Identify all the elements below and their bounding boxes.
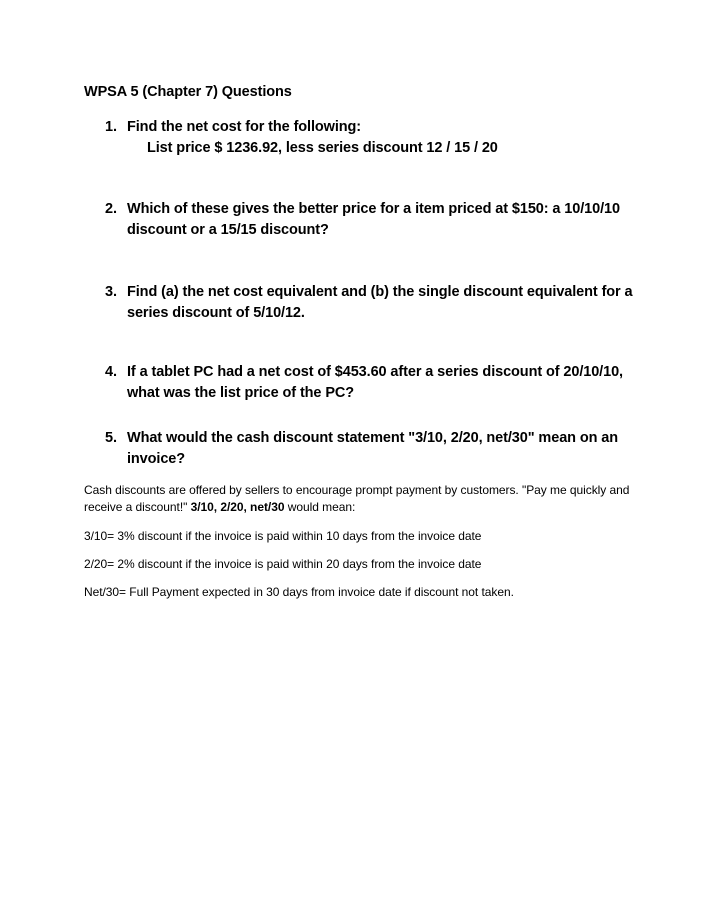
- explanation-line-1: 3/10= 3% discount if the invoice is paid within 10 days from the invoice date: [84, 529, 482, 543]
- question-number: 2.: [105, 201, 117, 217]
- explanation-line-3: Net/30= Full Payment expected in 30 days from invoice date if discount not taken.: [84, 585, 514, 599]
- question-number: 3.: [105, 284, 117, 300]
- question-text: Which of these gives the better price for a item priced at $150: a 10/10/10 discount or a 15/15 discount?: [127, 201, 620, 238]
- question-text: What would the cash discount statement "3/10, 2/20, net/30" mean on an invoice?: [127, 430, 619, 467]
- question-text: Find the net cost for the following:: [127, 119, 362, 135]
- question-1: [105, 117, 645, 159]
- question-5: [105, 428, 645, 470]
- question-2: [105, 199, 645, 241]
- question-number: 4.: [105, 364, 117, 380]
- question-text: If a tablet PC had a net cost of $453.60 after a series discount of 20/10/10, what was the list price of the PC?: [127, 364, 623, 401]
- document-heading: WPSA 5 (Chapter 7) Questions: [84, 84, 292, 100]
- question-text: Find (a) the net cost equivalent and (b) the single discount equivalent for a series discount of 5/10/12.: [127, 284, 633, 321]
- question-number: 5.: [105, 430, 117, 446]
- question-4: [105, 362, 645, 404]
- question-subtext: List price $ 1236.92, less series discount 12 / 15 / 20: [147, 140, 498, 156]
- explanation-intro: [84, 482, 644, 516]
- explanation-line-2: 2/20= 2% discount if the invoice is paid within 20 days from the invoice date: [84, 557, 482, 571]
- explanation-intro-tail: would mean:: [284, 500, 356, 514]
- explanation-terms: 3/10, 2/20, net/30: [190, 500, 285, 514]
- question-3: [105, 282, 645, 324]
- explanation-intro-text: Cash discounts are offered by sellers to encourage prompt payment by customers. "Pay me quickly and receive a discount!": [84, 483, 630, 514]
- question-number: 1.: [105, 119, 117, 135]
